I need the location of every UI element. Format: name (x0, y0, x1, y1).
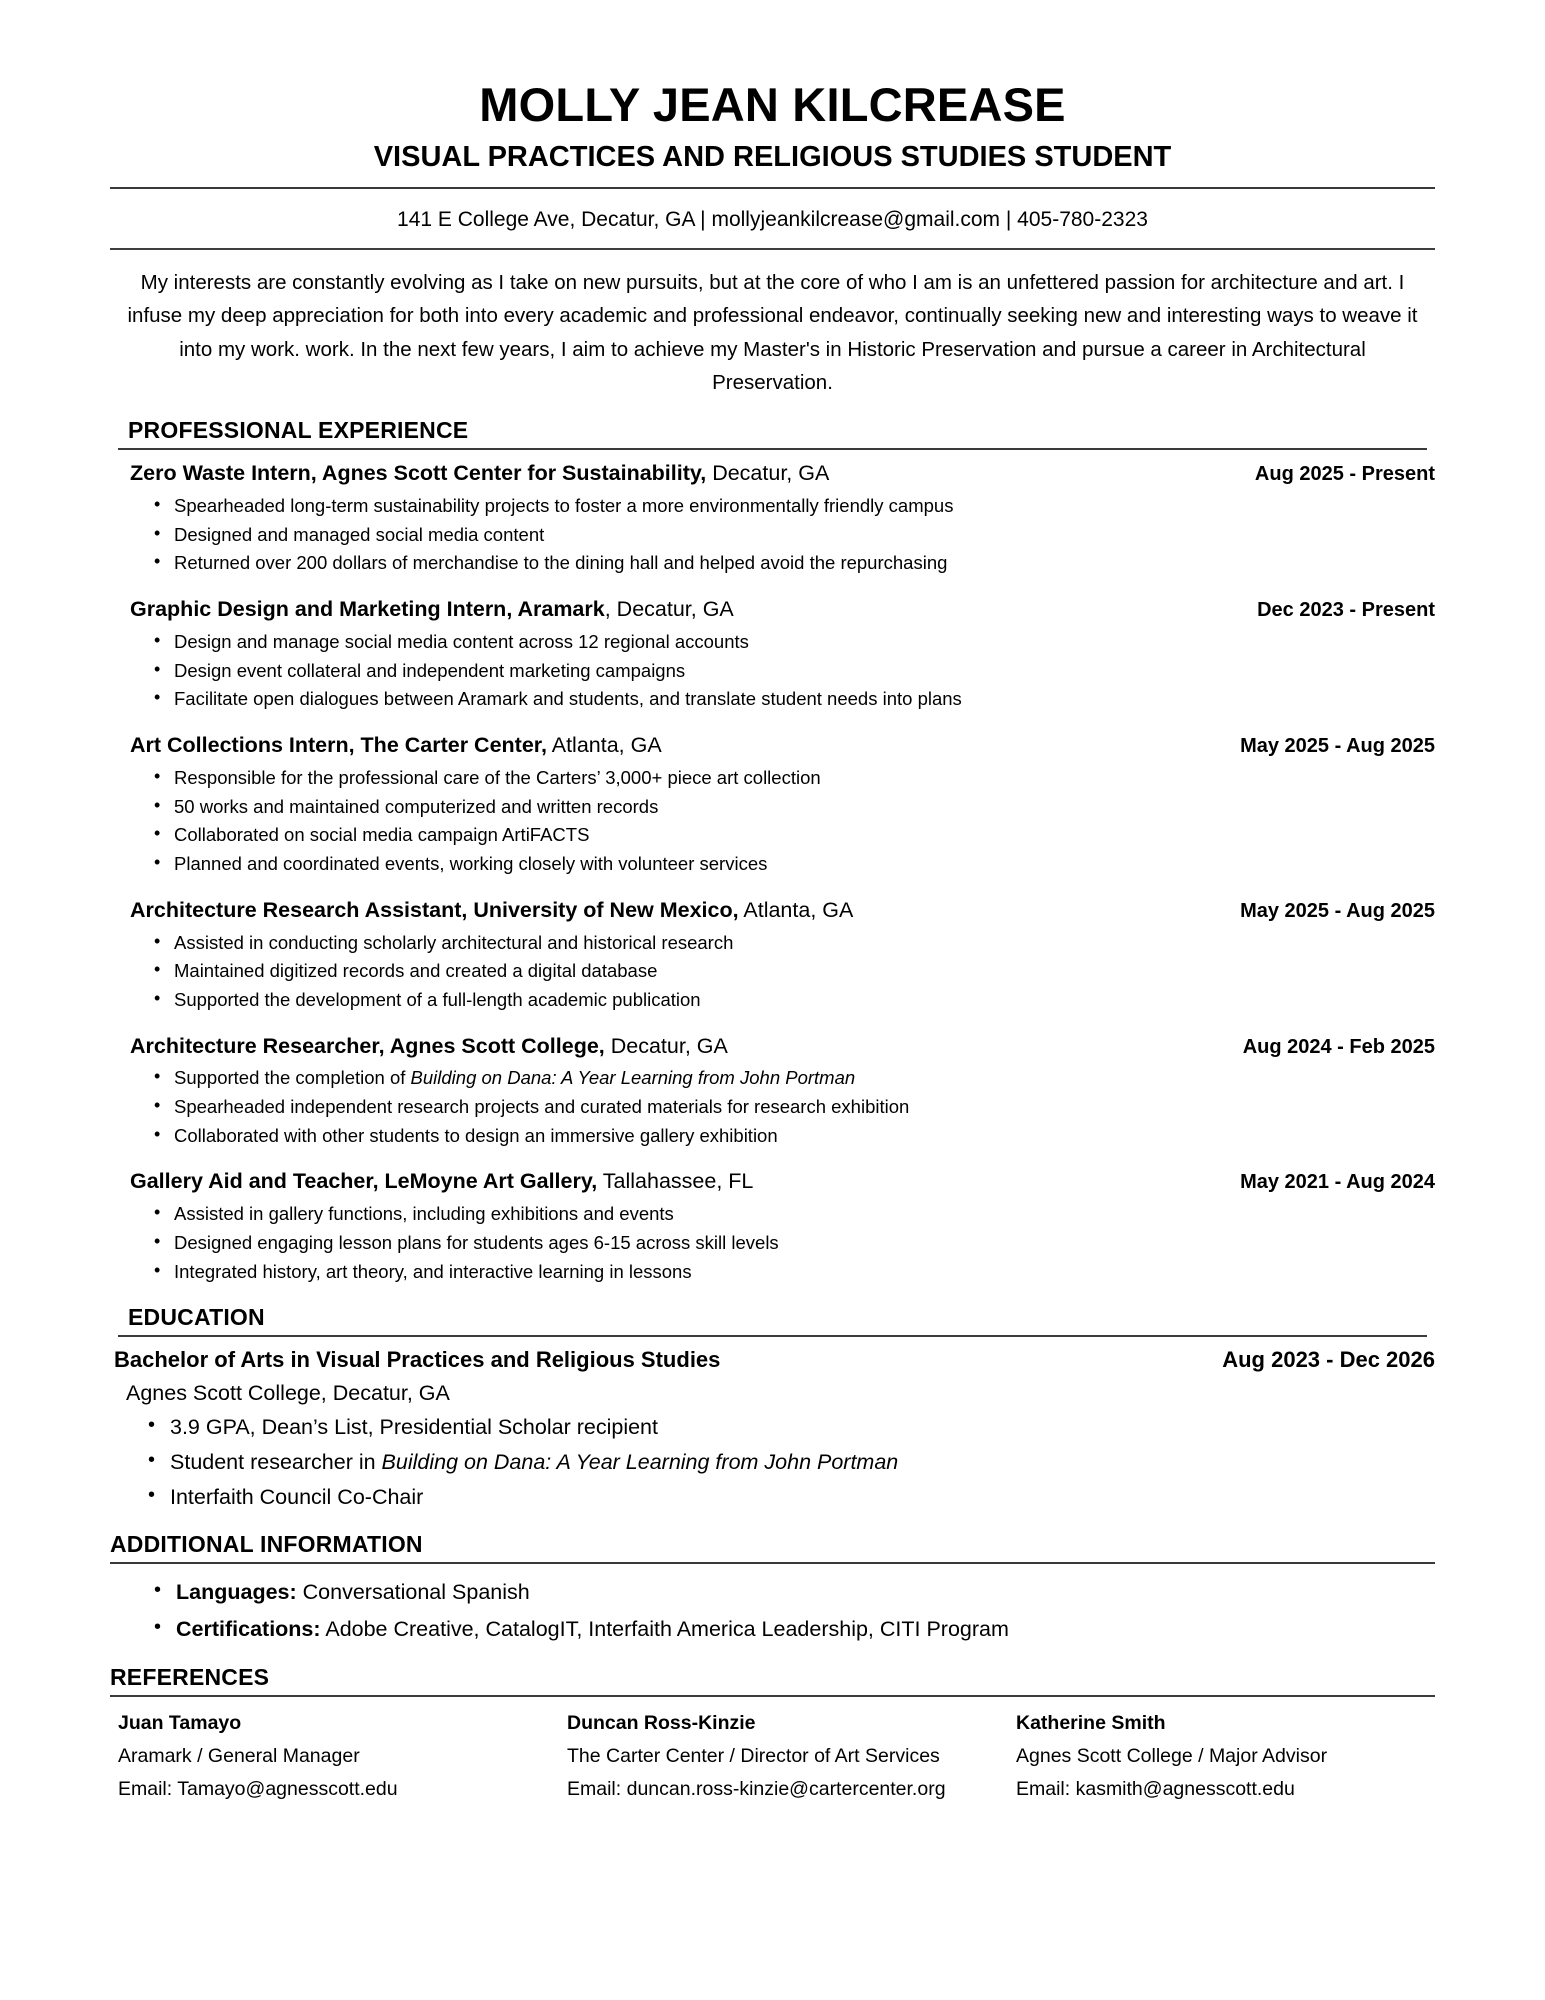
contact-line: 141 E College Ave, Decatur, GA | mollyjeankilcrease@gmail.com | 405-780-2323 (397, 207, 1148, 231)
experience-role-org: Zero Waste Intern, Agnes Scott Center for Sustainability, Decatur, GA (130, 461, 830, 486)
page-subtitle: VISUAL PRACTICES AND RELIGIOUS STUDIES STUDENT (373, 141, 1172, 174)
experience-bullet-list (130, 1064, 1435, 1150)
reference-role: Aramark / General Manager (118, 1745, 360, 1767)
reference-email: Email: duncan.ross-kinzie@cartercenter.org (567, 1778, 946, 1801)
experience-location: Decatur, GA (604, 1033, 728, 1058)
section-heading-additional: ADDITIONAL INFORMATION (110, 1530, 423, 1557)
experience-bullet: • Maintained digitized records and created a digital database (152, 957, 1435, 986)
experience-entry-header (130, 596, 1435, 624)
divider-additional (110, 1562, 1435, 1564)
experience-entry (130, 897, 1435, 1015)
experience-bullet: • Collaborated on social media campaign ArtiFACTS (152, 821, 1435, 850)
experience-bullet: • Spearheaded long-term sustainability projects to foster a more environmentally friendly campus (152, 492, 1435, 521)
experience-bullet: • Integrated history, art theory, and interactive learning in lessons (152, 1258, 1435, 1287)
divider-experience (118, 448, 1427, 450)
divider-education (118, 1335, 1427, 1337)
reference-name: Juan Tamayo (118, 1711, 242, 1734)
experience-entry (130, 1168, 1435, 1286)
experience-dates: Aug 2025 - Present (1254, 463, 1435, 486)
page-title: MOLLY JEAN KILCREASE (479, 78, 1066, 131)
additional-info-label: Certifications: (176, 1616, 321, 1641)
publication-title: Building on Dana: A Year Learning from John Portman (410, 1067, 856, 1089)
education-bullet: • Student researcher in Building on Dana: A Year Learning from John Portman (146, 1445, 1435, 1480)
experience-bullet: • Responsible for the professional care of the Carters’ 3,000+ piece art collection (152, 764, 1435, 793)
experience-role-org: Graphic Design and Marketing Intern, Aramark, Decatur, GA (130, 597, 734, 621)
experience-bullet: • Design event collateral and independent marketing campaigns (152, 657, 1435, 686)
experience-bullet: • 50 works and maintained computerized and written records (152, 793, 1435, 822)
experience-role-org: Architecture Researcher, Agnes Scott College, Decatur, GA (130, 1033, 728, 1058)
section-professional-experience (110, 417, 1435, 1286)
experience-bullet: • Collaborated with other students to design an immersive gallery exhibition (152, 1122, 1435, 1151)
education-entry-header (110, 1347, 1435, 1373)
experience-location: , Decatur, GA (604, 597, 734, 621)
experience-dates: Dec 2023 - Present (1257, 599, 1435, 621)
education-bullet: • Interfaith Council Co-Chair (146, 1480, 1435, 1515)
experience-bullet: • Spearheaded independent research projects and curated materials for research exhibition (152, 1093, 1435, 1122)
experience-dates: May 2025 - Aug 2025 (1240, 734, 1435, 757)
experience-bullet: • Returned over 200 dollars of merchandise to the dining hall and helped avoid the repurchasing (152, 549, 1435, 578)
divider-contact (110, 248, 1435, 250)
experience-bullet-list (130, 929, 1435, 1015)
experience-bullet-list (130, 492, 1435, 578)
additional-bullet-list (110, 1574, 1435, 1648)
additional-info-value: Conversational Spanish (296, 1579, 530, 1604)
experience-bullet: • Assisted in gallery functions, including exhibitions and events (152, 1200, 1435, 1229)
experience-entry (130, 460, 1435, 578)
additional-info-value: Adobe Creative, CatalogIT, Interfaith America Leadership, CITI Program (320, 1616, 1009, 1641)
reference-entry (118, 1707, 537, 1806)
experience-role-org: Gallery Aid and Teacher, LeMoyne Art Gallery, Tallahassee, FL (130, 1169, 754, 1194)
reference-role: The Carter Center / Director of Art Services (567, 1745, 940, 1767)
reference-role: Agnes Scott College / Major Advisor (1016, 1745, 1328, 1767)
experience-bullet: • Designed and managed social media content (152, 521, 1435, 550)
divider-top (110, 187, 1435, 189)
reference-name: Duncan Ross-Kinzie (567, 1711, 756, 1734)
reference-entry (1016, 1707, 1435, 1806)
divider-references (110, 1695, 1435, 1697)
experience-bullet: • Design and manage social media content across 12 regional accounts (152, 628, 1435, 657)
section-heading-experience: PROFESSIONAL EXPERIENCE (128, 417, 469, 444)
additional-info-label: Languages: (176, 1579, 297, 1604)
experience-location: Tallahassee, FL (597, 1169, 754, 1194)
experience-entry (130, 732, 1435, 879)
additional-info-item (152, 1574, 1435, 1611)
experience-dates: Aug 2024 - Feb 2025 (1242, 1035, 1435, 1058)
experience-location: Atlanta, GA (546, 732, 662, 757)
reference-email: Email: kasmith@agnesscott.edu (1016, 1778, 1295, 1801)
experience-bullet-list (130, 1200, 1435, 1286)
summary-paragraph: My interests are constantly evolving as I take on new pursuits, but at the core of who I am is an unfettered passion for architecture and art. I infuse my deep appreciation for both into every academic and professional endeavor, continually seeking new and interesting ways to weave it into my work. work. In the next few years, I aim to achieve my Master's in Historic Preservation and pursue a career in Architectural Preservation. (127, 271, 1418, 394)
experience-bullet: • Planned and coordinated events, working closely with volunteer services (152, 850, 1435, 879)
references-column-list (110, 1707, 1435, 1806)
education-school: Agnes Scott College, Decatur, GA (126, 1381, 450, 1406)
education-bullet-list (110, 1410, 1435, 1514)
reference-email: Email: Tamayo@agnesscott.edu (118, 1778, 398, 1801)
experience-entry-header (130, 1033, 1435, 1061)
reference-entry (567, 1707, 986, 1806)
experience-bullet: • Designed engaging lesson plans for students ages 6-15 across skill levels (152, 1229, 1435, 1258)
experience-entry-list (110, 460, 1435, 1286)
experience-bullet: • Supported the completion of Building on Dana: A Year Learning from John Portman (152, 1064, 1435, 1093)
publication-title: Building on Dana: A Year Learning from John Portman (381, 1450, 899, 1475)
additional-info-item (152, 1611, 1435, 1648)
experience-bullet: • Supported the development of a full-length academic publication (152, 986, 1435, 1015)
experience-location: Decatur, GA (706, 461, 830, 486)
experience-bullet: • Assisted in conducting scholarly architectural and historical research (152, 929, 1435, 958)
education-bullet: • 3.9 GPA, Dean’s List, Presidential Scholar recipient (146, 1410, 1435, 1445)
experience-dates: May 2021 - Aug 2024 (1240, 1171, 1435, 1194)
experience-entry (130, 1033, 1435, 1151)
experience-entry-header (130, 897, 1435, 925)
education-degree: Bachelor of Arts in Visual Practices and Religious Studies (114, 1347, 721, 1373)
experience-entry-header (130, 1168, 1435, 1196)
section-education (110, 1304, 1435, 1514)
experience-entry-header (130, 732, 1435, 760)
reference-name: Katherine Smith (1016, 1711, 1166, 1734)
section-additional-information (110, 1531, 1435, 1648)
experience-bullet: • Facilitate open dialogues between Aramark and students, and translate student needs into plans (152, 685, 1435, 714)
section-heading-references: REFERENCES (110, 1663, 270, 1690)
section-references (110, 1664, 1435, 1806)
experience-entry (130, 596, 1435, 714)
experience-role-org: Architecture Research Assistant, University of New Mexico, Atlanta, GA (130, 897, 854, 922)
experience-entry-header (130, 460, 1435, 488)
section-heading-education: EDUCATION (128, 1304, 265, 1331)
experience-bullet-list (130, 764, 1435, 879)
experience-location: Atlanta, GA (738, 897, 854, 922)
experience-role-org: Art Collections Intern, The Carter Center, Atlanta, GA (130, 732, 662, 757)
experience-bullet-list (130, 628, 1435, 714)
education-dates: Aug 2023 - Dec 2026 (1222, 1347, 1435, 1373)
experience-dates: May 2025 - Aug 2025 (1240, 899, 1435, 922)
